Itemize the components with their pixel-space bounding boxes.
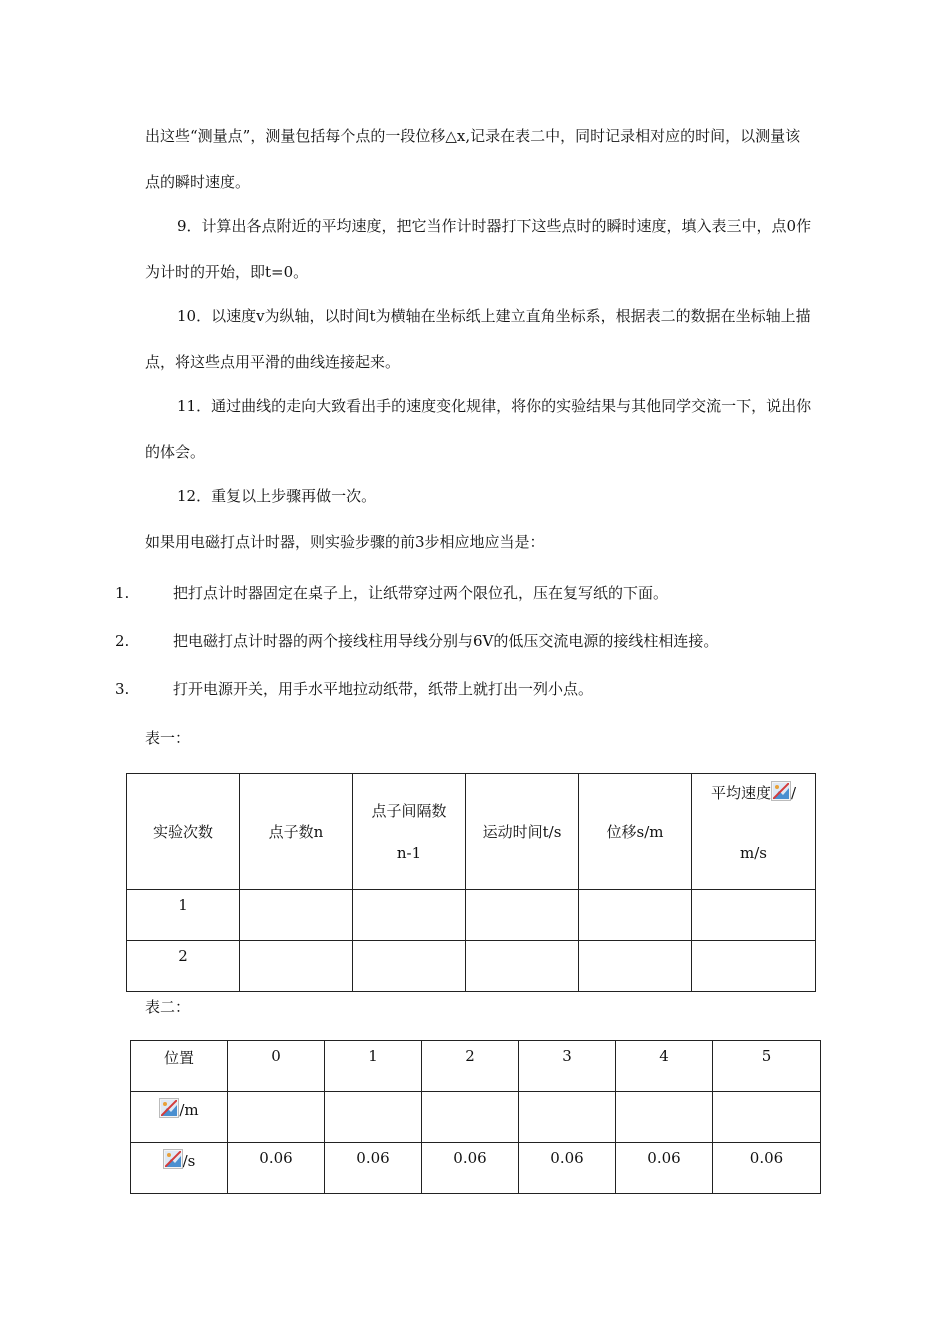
header-interval-count — [353, 774, 466, 890]
position-3: 3 — [519, 1041, 616, 1092]
step-number: 3. — [115, 680, 130, 698]
header-dot-count: 点子数n — [240, 774, 353, 890]
trial-number-1: 1 — [127, 890, 240, 941]
paragraph-continuation: 出这些“测量点”，测量包括每个点的一段位移△x,记录在表二中，同时记录相对应的时间，以测量该点的瞬时速度。 — [145, 127, 801, 191]
table-cell — [692, 941, 816, 992]
header-motion-time: 运动时间t/s — [466, 774, 579, 890]
displacement-row-label — [131, 1092, 228, 1143]
header-velocity-text: 平均速度 — [710, 784, 771, 802]
time-unit: /s — [182, 1152, 196, 1170]
table-cell — [240, 890, 353, 941]
position-5: 5 — [713, 1041, 821, 1092]
position-4: 4 — [616, 1041, 713, 1092]
time-value-3: 0.06 — [519, 1143, 616, 1194]
header-trial-count: 实验次数 — [127, 774, 240, 890]
header-velocity-label — [692, 778, 815, 808]
step-number: 2. — [115, 632, 130, 650]
paragraph-electromagnetic-intro: 如果用电磁打点计时器，则实验步骤的前3步相应地应当是： — [145, 533, 545, 551]
table-cell — [325, 1092, 422, 1143]
header-interval-label: 点子间隔数 — [371, 801, 447, 820]
table-cell — [579, 941, 692, 992]
table-row — [131, 1092, 821, 1143]
paragraph-step-12: 12．重复以上步骤再做一次。 — [177, 487, 377, 505]
broken-image-icon — [771, 781, 791, 801]
table2-header-row — [131, 1041, 821, 1092]
step-text: 把打点计时器固定在桌子上，让纸带穿过两个限位孔，压在复写纸的下面。 — [173, 584, 669, 602]
paragraph-step-10: 10．以速度v为纵轴，以时间t为横轴在坐标纸上建立直角坐标系，根据表二的数据在坐标轴上描点，将这些点用平滑的曲线连接起来。 — [145, 307, 811, 371]
broken-image-icon — [159, 1098, 179, 1118]
table1-header-row — [127, 774, 816, 890]
paragraph-step-9: 9．计算出各点附近的平均速度，把它当作计时器打下这些点时的瞬时速度，填入表三中，点0作为计时的开始，即t=0。 — [145, 217, 812, 281]
table-cell — [228, 1092, 325, 1143]
table-cell — [353, 890, 466, 941]
table-cell — [466, 941, 579, 992]
table-cell — [240, 941, 353, 992]
table2-caption: 表二： — [145, 998, 191, 1016]
time-value-0: 0.06 — [228, 1143, 325, 1194]
table-row — [127, 941, 816, 992]
time-value-5: 0.06 — [713, 1143, 821, 1194]
time-row-label — [131, 1143, 228, 1194]
displacement-unit: /m — [179, 1101, 199, 1119]
position-0: 0 — [228, 1041, 325, 1092]
table-cell — [616, 1092, 713, 1143]
table-row — [131, 1143, 821, 1194]
header-displacement: 位移s/m — [579, 774, 692, 890]
table-cell — [579, 890, 692, 941]
header-position: 位置 — [131, 1041, 228, 1092]
paragraph-step-11: 11．通过曲线的走向大致看出手的速度变化规律，将你的实验结果与其他同学交流一下，说出你的体会。 — [145, 397, 812, 461]
trial-number-2: 2 — [127, 941, 240, 992]
table-cell — [692, 890, 816, 941]
table1-caption: 表一： — [145, 729, 191, 747]
table-cell — [422, 1092, 519, 1143]
header-interval-formula: n-1 — [396, 843, 422, 862]
table-cell — [519, 1092, 616, 1143]
table-cell — [713, 1092, 821, 1143]
step-number: 1. — [115, 584, 130, 602]
position-1: 1 — [325, 1041, 422, 1092]
table-one — [126, 773, 816, 992]
header-velocity-unit: m/s — [740, 844, 767, 862]
step-text: 把电磁打点计时器的两个接线柱用导线分别与6V的低压交流电源的接线柱相连接。 — [173, 632, 719, 650]
step-3 — [115, 677, 593, 701]
time-value-1: 0.06 — [325, 1143, 422, 1194]
time-value-4: 0.06 — [616, 1143, 713, 1194]
header-velocity-slash: / — [790, 784, 797, 802]
table-cell — [353, 941, 466, 992]
step-text: 打开电源开关，用手水平地拉动纸带，纸带上就打出一列小点。 — [173, 680, 594, 698]
table-row — [127, 890, 816, 941]
table-cell — [466, 890, 579, 941]
time-value-2: 0.06 — [422, 1143, 519, 1194]
step-2 — [115, 629, 718, 653]
position-2: 2 — [422, 1041, 519, 1092]
broken-image-icon — [163, 1149, 183, 1169]
table-two — [130, 1040, 821, 1194]
header-average-velocity — [692, 774, 816, 890]
step-1 — [115, 581, 668, 605]
